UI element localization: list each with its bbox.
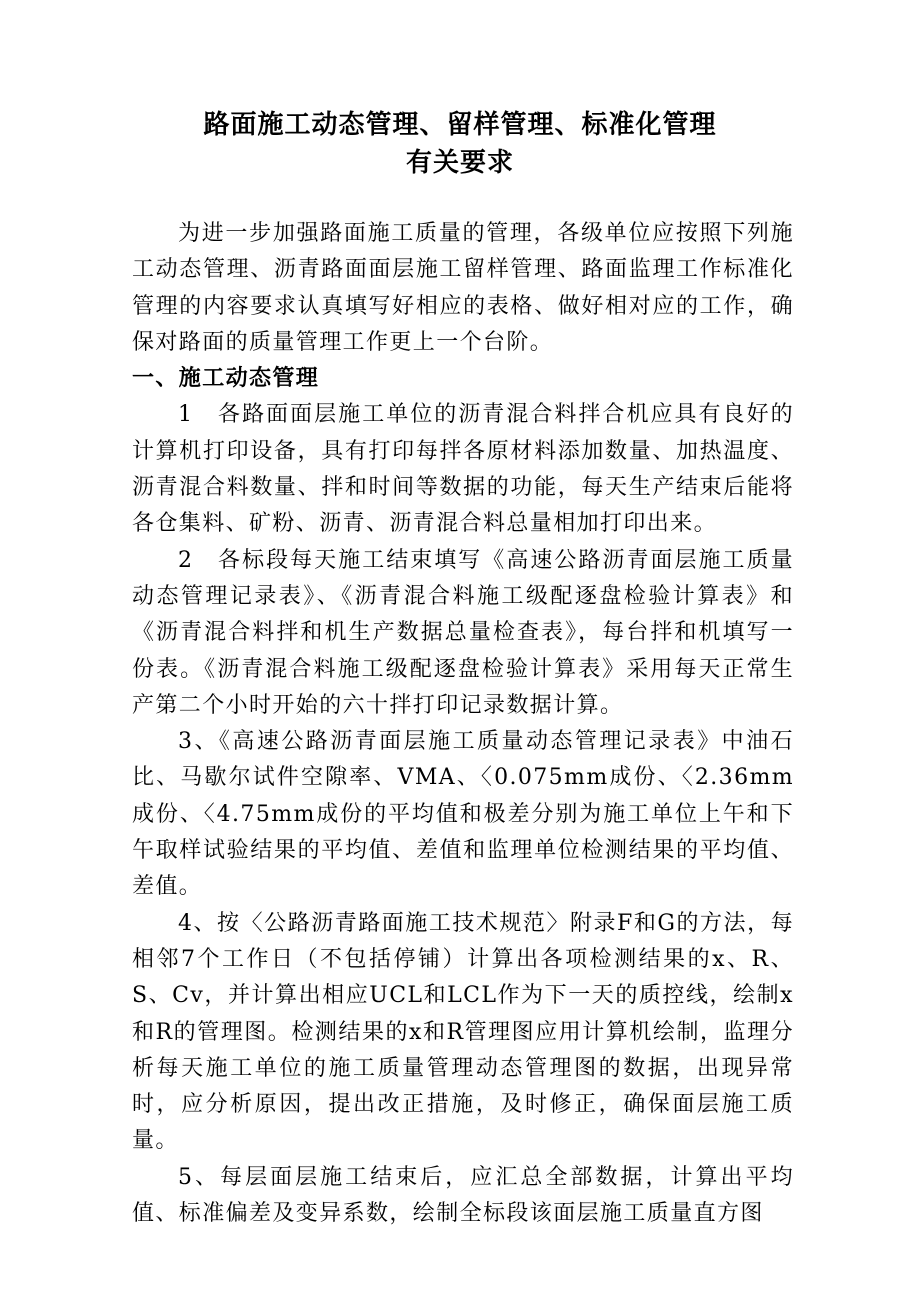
document-body (132, 216, 794, 1232)
item-paragraph-2: 2 各标段每天施工结束填写《高速公路沥青面层施工质量动态管理记录表》、《沥青混合料施工级配逐盘检验计算表》和《沥青混合料拌和机生产数据总量检查表》，每台拌和机填写一份表。《沥青混合料施工级配逐盘检验计算表》采用每天正常生产第二个小时开始的六十拌打印记录数据计算。 (132, 547, 794, 718)
item-paragraph-4: 4、按〈公路沥青路面施工技术规范〉附录F和G的方法，每相邻7个工作日（不包括停铺）计算出各项检测结果的x、R、S、Cv，并计算出相应UCL和LCL作为下一天的质控线，绘制x和R的管理图。检测结果的x和R管理图应用计算机绘制，监理分析每天施工单位的施工质量管理动态管理图的数据，出现异常时，应分析原因，提出改正措施，及时修正，确保面层施工质量。 (132, 910, 794, 1154)
intro-paragraph: 为进一步加强路面施工质量的管理，各级单位应按照下列施工动态管理、沥青路面面层施工留样管理、路面监理工作标准化管理的内容要求认真填写好相应的表格、做好相对应的工作，确保对路面的质量管理工作更上一个台阶。 (132, 221, 794, 355)
item-paragraph-3: 3、《高速公路沥青面层施工质量动态管理记录表》中油石比、马歇尔试件空隙率、VMA、〈0.075mm成份、〈2.36mm成份、〈4.75mm成份的平均值和极差分别为施工单位上午和下午取样试验结果的平均值、差值和监理单位检测结果的平均值、差值。 (132, 729, 794, 900)
title-line-1: 路面施工动态管理、留样管理、标准化管理 (203, 110, 717, 140)
item-paragraph-5: 5、每层面层施工结束后，应汇总全部数据，计算出平均值、标准偏差及变异系数，绘制全标段该面层施工质量直方图 (132, 1164, 794, 1227)
document-title (0, 106, 920, 182)
section-heading: 一、施工动态管理 (132, 366, 320, 392)
title-line-2: 有关要求 (405, 148, 514, 178)
item-paragraph-1: 1 各路面面层施工单位的沥青混合料拌合机应具有良好的计算机打印设备，具有打印每拌各原材料添加数量、加热温度、沥青混合料数量、拌和时间等数据的功能，每天生产结束后能将各仓集料、矿粉、沥青、沥青混合料总量相加打印出来。 (132, 402, 794, 537)
